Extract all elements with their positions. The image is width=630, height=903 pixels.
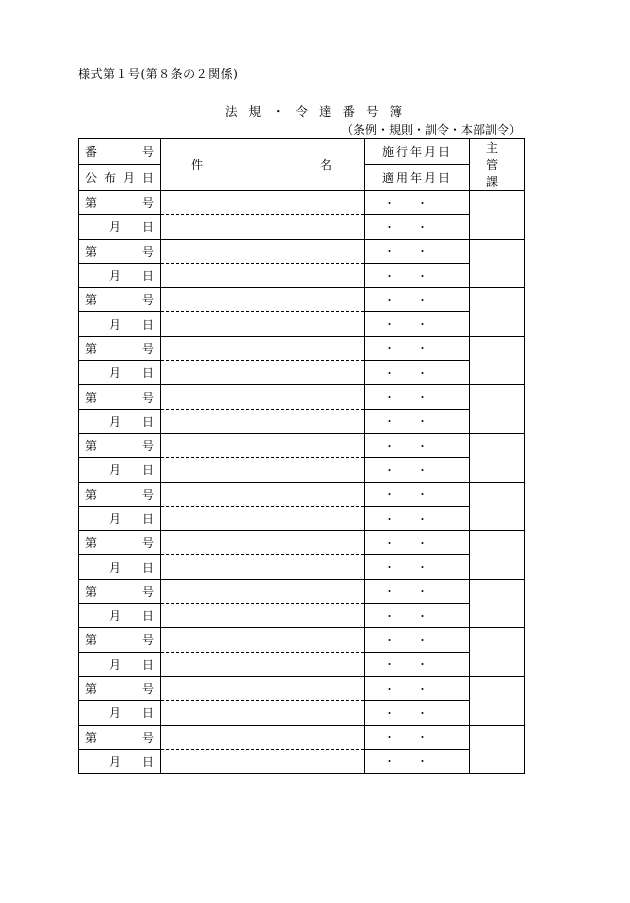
entry-row-number: [79, 336, 525, 360]
entry-announce-date-cell[interactable]: [79, 749, 161, 773]
date-dot: ・: [384, 196, 417, 210]
entry-row-date: [79, 263, 525, 287]
header-name-right: 名: [319, 158, 332, 172]
date-dot: ・: [417, 633, 450, 647]
entry-apply-date-cell[interactable]: [365, 263, 470, 287]
entry-enforce-date-cell[interactable]: [365, 288, 470, 312]
date-dot: ・: [384, 391, 417, 405]
entry-tsuki-label: 月: [109, 657, 122, 672]
entry-row-date: [79, 701, 525, 725]
entry-announce-date-cell[interactable]: [79, 555, 161, 579]
date-dot: ・: [384, 512, 417, 526]
entry-name-cell-lower[interactable]: [161, 604, 365, 628]
entry-name-cell-lower[interactable]: [161, 749, 365, 773]
entry-number-cell[interactable]: [79, 531, 161, 555]
date-dot: ・: [384, 609, 417, 623]
entry-announce-date-cell[interactable]: [79, 215, 161, 239]
date-dot: ・: [417, 342, 450, 356]
entry-name-cell[interactable]: [161, 628, 365, 652]
entry-gou-label: 号: [141, 584, 154, 599]
date-dot: ・: [384, 463, 417, 477]
entry-apply-date-cell[interactable]: [365, 409, 470, 433]
date-dot: ・: [417, 463, 450, 477]
entry-name-cell-lower[interactable]: [161, 506, 365, 530]
entry-hi-label: 日: [141, 269, 154, 284]
header-row-1: [79, 139, 525, 165]
entry-tsuki-label: 月: [109, 220, 122, 235]
entry-announce-date-cell[interactable]: [79, 458, 161, 482]
entry-name-cell-lower[interactable]: [161, 361, 365, 385]
entry-hi-label: 日: [141, 706, 154, 721]
date-dot: ・: [417, 585, 450, 599]
entry-announce-date-cell[interactable]: [79, 312, 161, 336]
entry-dai-label: 第: [85, 682, 98, 697]
entry-name-cell[interactable]: [161, 385, 365, 409]
entry-apply-date-cell[interactable]: [365, 652, 470, 676]
entry-number-cell[interactable]: [79, 385, 161, 409]
entry-row-date: [79, 652, 525, 676]
entry-gou-label: 号: [141, 341, 154, 356]
date-dot: ・: [384, 658, 417, 672]
entry-name-cell-lower[interactable]: [161, 652, 365, 676]
entry-row-date: [79, 409, 525, 433]
entry-enforce-date-cell[interactable]: [365, 336, 470, 360]
entry-gou-label: 号: [141, 633, 154, 648]
entry-apply-date-cell[interactable]: [365, 458, 470, 482]
entry-enforce-date-cell[interactable]: [365, 725, 470, 749]
entry-dai-label: 第: [85, 390, 98, 405]
entry-row-date: [79, 361, 525, 385]
entry-name-cell[interactable]: [161, 482, 365, 506]
entry-department-cell[interactable]: [470, 725, 525, 774]
entry-row-number: [79, 191, 525, 215]
entry-name-cell-lower[interactable]: [161, 701, 365, 725]
entry-announce-date-cell[interactable]: [79, 652, 161, 676]
date-dot: ・: [417, 293, 450, 307]
entry-department-cell[interactable]: [470, 336, 525, 385]
date-dot: ・: [417, 269, 450, 283]
date-dot: ・: [417, 536, 450, 550]
entry-gou-label: 号: [141, 196, 154, 211]
header-number-right: 号: [141, 145, 154, 159]
entry-number-cell[interactable]: [79, 336, 161, 360]
entry-number-cell[interactable]: [79, 628, 161, 652]
entry-name-cell-lower[interactable]: [161, 409, 365, 433]
entry-dai-label: 第: [85, 196, 98, 211]
entry-department-cell[interactable]: [470, 579, 525, 628]
entry-department-cell[interactable]: [470, 385, 525, 434]
date-dot: ・: [384, 220, 417, 234]
date-dot: ・: [384, 415, 417, 429]
entry-tsuki-label: 月: [109, 706, 122, 721]
date-dot: ・: [417, 658, 450, 672]
entry-tsuki-label: 月: [109, 269, 122, 284]
date-dot: ・: [384, 682, 417, 696]
entry-gou-label: 号: [141, 244, 154, 259]
entry-number-cell[interactable]: [79, 725, 161, 749]
entry-apply-date-cell[interactable]: [365, 604, 470, 628]
date-dot: ・: [384, 439, 417, 453]
entry-hi-label: 日: [141, 657, 154, 672]
entry-dai-label: 第: [85, 536, 98, 551]
entry-hi-label: 日: [141, 366, 154, 381]
entry-row-number: [79, 676, 525, 700]
entry-number-cell[interactable]: [79, 482, 161, 506]
header-name-cell: [161, 139, 365, 191]
entry-row-date: [79, 458, 525, 482]
entry-number-cell[interactable]: [79, 433, 161, 457]
entry-row-date: [79, 506, 525, 530]
entry-announce-date-cell[interactable]: [79, 409, 161, 433]
date-dot: ・: [417, 731, 450, 745]
entry-number-cell[interactable]: [79, 239, 161, 263]
date-dot: ・: [417, 318, 450, 332]
entry-dai-label: 第: [85, 584, 98, 599]
entry-enforce-date-cell[interactable]: [365, 433, 470, 457]
date-dot: ・: [417, 488, 450, 502]
entry-name-cell[interactable]: [161, 725, 365, 749]
entry-row-number: [79, 288, 525, 312]
entry-row-number: [79, 385, 525, 409]
entry-enforce-date-cell[interactable]: [365, 482, 470, 506]
date-dot: ・: [417, 755, 450, 769]
date-dot: ・: [417, 366, 450, 380]
entry-row-date: [79, 312, 525, 336]
date-dot: ・: [417, 391, 450, 405]
entry-gou-label: 号: [141, 390, 154, 405]
entry-name-cell[interactable]: [161, 239, 365, 263]
date-dot: ・: [417, 245, 450, 259]
date-dot: ・: [384, 585, 417, 599]
entry-apply-date-cell[interactable]: [365, 749, 470, 773]
entry-tsuki-label: 月: [109, 317, 122, 332]
page-subtitle: （条例・規則・訓令・本部訓令）: [340, 123, 521, 137]
entry-enforce-date-cell[interactable]: [365, 676, 470, 700]
entry-apply-date-cell[interactable]: [365, 555, 470, 579]
entry-number-cell[interactable]: [79, 191, 161, 215]
date-dot: ・: [384, 731, 417, 745]
entry-department-cell[interactable]: [470, 676, 525, 725]
entry-apply-date-cell[interactable]: [365, 361, 470, 385]
entry-enforce-date-cell[interactable]: [365, 531, 470, 555]
entry-department-cell[interactable]: [470, 433, 525, 482]
entry-tsuki-label: 月: [109, 414, 122, 429]
entry-department-cell[interactable]: [470, 239, 525, 288]
entry-tsuki-label: 月: [109, 512, 122, 526]
register-table: [78, 138, 525, 774]
entry-tsuki-label: 月: [109, 754, 122, 769]
entry-gou-label: 号: [141, 730, 154, 745]
entry-department-cell[interactable]: [470, 191, 525, 240]
entry-gou-label: 号: [141, 293, 154, 308]
date-dot: ・: [417, 512, 450, 526]
entry-hi-label: 日: [141, 609, 154, 624]
date-dot: ・: [417, 196, 450, 210]
entry-name-cell-lower[interactable]: [161, 312, 365, 336]
date-dot: ・: [417, 415, 450, 429]
entry-name-cell-lower[interactable]: [161, 458, 365, 482]
entry-hi-label: 日: [141, 414, 154, 429]
entry-hi-label: 日: [141, 560, 154, 575]
date-dot: ・: [384, 342, 417, 356]
date-dot: ・: [417, 439, 450, 453]
page-title: 法規・令達番号簿: [225, 104, 414, 119]
entry-name-cell-lower[interactable]: [161, 263, 365, 287]
entry-gou-label: 号: [141, 536, 154, 551]
entry-dai-label: 第: [85, 487, 98, 502]
entry-apply-date-cell[interactable]: [365, 506, 470, 530]
date-dot: ・: [384, 293, 417, 307]
entry-row-date: [79, 604, 525, 628]
entry-hi-label: 日: [141, 317, 154, 332]
entry-enforce-date-cell[interactable]: [365, 628, 470, 652]
entry-apply-date-cell[interactable]: [365, 312, 470, 336]
entry-row-number: [79, 628, 525, 652]
date-dot: ・: [417, 682, 450, 696]
entry-department-cell[interactable]: [470, 531, 525, 580]
entry-department-cell[interactable]: [470, 288, 525, 337]
form-id: 様式第１号(第８条の２関係): [78, 67, 239, 81]
entry-number-cell[interactable]: [79, 579, 161, 603]
entry-row-number: [79, 482, 525, 506]
header-apply-date: 適用年月日: [365, 165, 470, 191]
date-dot: ・: [384, 633, 417, 647]
entry-row-number: [79, 579, 525, 603]
header-number-cell: [79, 139, 161, 165]
entry-gou-label: 号: [141, 439, 154, 454]
entry-dai-label: 第: [85, 633, 98, 648]
entry-name-cell[interactable]: [161, 676, 365, 700]
entry-dai-label: 第: [85, 730, 98, 745]
entry-dai-label: 第: [85, 439, 98, 454]
entry-gou-label: 号: [141, 682, 154, 697]
entry-number-cell[interactable]: [79, 676, 161, 700]
header-announce-3: 月: [122, 171, 135, 185]
header-announce-2: 布: [103, 171, 116, 185]
entry-name-cell-lower[interactable]: [161, 215, 365, 239]
entry-apply-date-cell[interactable]: [365, 701, 470, 725]
entry-row-date: [79, 215, 525, 239]
entry-dai-label: 第: [85, 293, 98, 308]
entry-department-cell[interactable]: [470, 482, 525, 531]
entry-row-number: [79, 239, 525, 263]
date-dot: ・: [384, 318, 417, 332]
entry-announce-date-cell[interactable]: [79, 701, 161, 725]
entry-tsuki-label: 月: [109, 609, 122, 624]
entry-name-cell[interactable]: [161, 336, 365, 360]
entry-tsuki-label: 月: [109, 463, 122, 478]
date-dot: ・: [384, 706, 417, 720]
header-enforce-date: 施行年月日: [365, 139, 470, 165]
header-announce-4: 日: [141, 171, 154, 185]
date-dot: ・: [384, 755, 417, 769]
entry-hi-label: 日: [141, 463, 154, 478]
entry-enforce-date-cell[interactable]: [365, 385, 470, 409]
header-department: 主 管 課: [470, 139, 525, 191]
header-name-left: 件: [191, 158, 204, 172]
date-dot: ・: [384, 245, 417, 259]
date-dot: ・: [384, 536, 417, 550]
entry-row-number: [79, 725, 525, 749]
date-dot: ・: [417, 609, 450, 623]
entry-announce-date-cell[interactable]: [79, 604, 161, 628]
entry-row-number: [79, 433, 525, 457]
date-dot: ・: [417, 220, 450, 234]
entry-name-cell[interactable]: [161, 531, 365, 555]
entry-hi-label: 日: [141, 754, 154, 769]
entry-department-cell[interactable]: [470, 628, 525, 677]
entry-announce-date-cell[interactable]: [79, 506, 161, 530]
date-dot: ・: [384, 561, 417, 575]
entry-apply-date-cell[interactable]: [365, 215, 470, 239]
entry-name-cell[interactable]: [161, 191, 365, 215]
entry-gou-label: 号: [141, 487, 154, 502]
entry-hi-label: 日: [141, 220, 154, 235]
entry-announce-date-cell[interactable]: [79, 361, 161, 385]
entry-hi-label: 日: [141, 512, 154, 526]
date-dot: ・: [384, 269, 417, 283]
entry-enforce-date-cell[interactable]: [365, 579, 470, 603]
entry-dai-label: 第: [85, 341, 98, 356]
entry-number-cell[interactable]: [79, 288, 161, 312]
entry-announce-date-cell[interactable]: [79, 263, 161, 287]
entry-tsuki-label: 月: [109, 366, 122, 381]
date-dot: ・: [417, 561, 450, 575]
entry-name-cell[interactable]: [161, 433, 365, 457]
entry-row-number: [79, 531, 525, 555]
entry-tsuki-label: 月: [109, 560, 122, 575]
header-announce-cell: [79, 165, 161, 191]
entry-dai-label: 第: [85, 244, 98, 259]
date-dot: ・: [384, 488, 417, 502]
header-number-left: 番: [85, 145, 98, 159]
entry-name-cell[interactable]: [161, 288, 365, 312]
header-announce-1: 公: [85, 171, 98, 185]
date-dot: ・: [384, 366, 417, 380]
entry-row-date: [79, 749, 525, 773]
entry-row-date: [79, 555, 525, 579]
entry-name-cell[interactable]: [161, 579, 365, 603]
entry-name-cell-lower[interactable]: [161, 555, 365, 579]
date-dot: ・: [417, 706, 450, 720]
entry-enforce-date-cell[interactable]: [365, 239, 470, 263]
entry-enforce-date-cell[interactable]: [365, 191, 470, 215]
